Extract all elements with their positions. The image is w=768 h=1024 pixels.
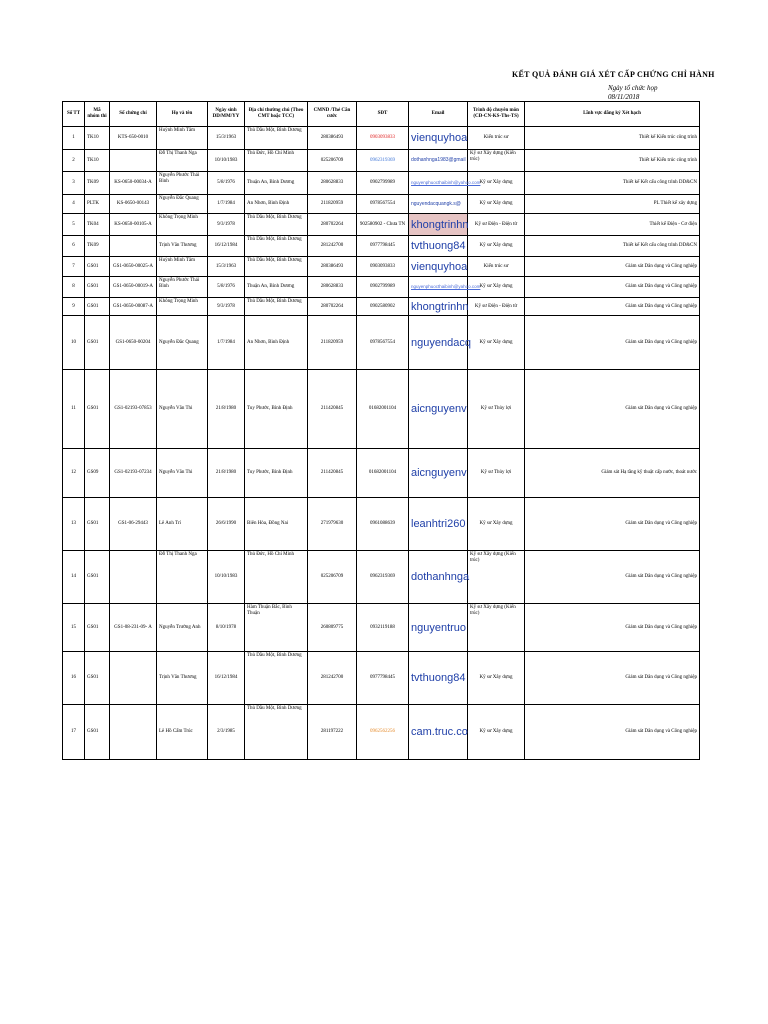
row-address: Thủ Dầu Một, Bình Dương bbox=[245, 257, 308, 277]
email-text[interactable]: tvthuong84 bbox=[411, 672, 466, 684]
row-email[interactable] bbox=[409, 498, 468, 551]
table-header-row bbox=[63, 102, 700, 127]
row-address: Thủ Dầu Một, Bình Dương bbox=[245, 298, 308, 316]
row-dob: 1/7/1984 bbox=[208, 316, 245, 370]
row-phone: 0902799989 bbox=[357, 172, 409, 195]
row-degree: Kỹ sư Xây dựng (Kiến trúc) bbox=[468, 604, 525, 652]
row-stt: 9 bbox=[63, 298, 85, 316]
row-degree: Kỹ sư Xây dựng bbox=[468, 705, 525, 760]
row-phone: 0902580902 bbox=[357, 298, 409, 316]
row-dob: 16/12/1984 bbox=[208, 652, 245, 705]
row-dob: 15/3/1963 bbox=[208, 257, 245, 277]
email-text[interactable]: tvthuong84 bbox=[411, 240, 466, 252]
row-email[interactable] bbox=[409, 214, 468, 236]
row-id: 280702264 bbox=[308, 214, 357, 236]
row-address: Thuận An, Bình Dương bbox=[245, 277, 308, 298]
row-id: 281242700 bbox=[308, 652, 357, 705]
row-email[interactable] bbox=[409, 127, 468, 150]
row-phone: 0961088639 bbox=[357, 498, 409, 551]
row-name: Đỗ Thị Thanh Nga bbox=[157, 551, 208, 604]
row-id: 280628833 bbox=[308, 277, 357, 298]
row-group: GS01 bbox=[85, 604, 110, 652]
header-group: Mã nhóm thi bbox=[85, 102, 110, 127]
row-email[interactable] bbox=[409, 298, 468, 316]
row-name: Trịnh Văn Thương bbox=[157, 236, 208, 257]
row-field: Giám sát Dân dụng và Công nghiệp bbox=[525, 277, 700, 298]
row-degree: Kỹ sư Xây dựng bbox=[468, 316, 525, 370]
row-dob: 9/3/1978 bbox=[208, 214, 245, 236]
row-address: Thủ Dầu Một, Bình Dương bbox=[245, 705, 308, 760]
row-stt: 14 bbox=[63, 551, 85, 604]
row-name: Nguyễn Đắc Quang bbox=[157, 195, 208, 214]
email-text[interactable]: dothanhnga1983@gmail bbox=[411, 157, 466, 163]
table-row bbox=[63, 498, 700, 551]
row-id: 211820959 bbox=[308, 195, 357, 214]
row-stt: 10 bbox=[63, 316, 85, 370]
table-row bbox=[63, 257, 700, 277]
header-field: Lĩnh vực đăng ký Xét hạch bbox=[525, 102, 700, 127]
row-field: Giám sát Dân dụng và Công nghiệp bbox=[525, 316, 700, 370]
row-name: Nguyễn Đắc Quang bbox=[157, 316, 208, 370]
row-field: Giám sát Dân dụng và Công nghiệp bbox=[525, 652, 700, 705]
row-cert: KTS-650-0010 bbox=[110, 127, 157, 150]
row-name: Nguyễn Văn Thi bbox=[157, 449, 208, 498]
row-phone: 902580902 - Chưa TN bbox=[357, 214, 409, 236]
table-row bbox=[63, 652, 700, 705]
row-cert bbox=[110, 705, 157, 760]
row-cert: GS1-0650-00025-A bbox=[110, 257, 157, 277]
email-text[interactable]: aicnguyenv bbox=[411, 403, 467, 415]
header-dob: Ngày sinh DD/MM/YY bbox=[208, 102, 245, 127]
email-text[interactable]: khongtrinhn bbox=[411, 300, 469, 313]
email-text[interactable]: dothanhnga bbox=[411, 571, 470, 583]
table-row bbox=[63, 236, 700, 257]
row-field: Giám sát Dân dụng và Công nghiệp bbox=[525, 705, 700, 760]
row-stt: 8 bbox=[63, 277, 85, 298]
row-id: 280386493 bbox=[308, 257, 357, 277]
row-degree: Kỹ sư Thủy lợi bbox=[468, 449, 525, 498]
row-name: Nguyễn Văn Thi bbox=[157, 370, 208, 449]
report-title: KẾT QUẢ ĐÁNH GIÁ XÉT CẤP CHỨNG CHỈ HÀNH bbox=[512, 70, 715, 79]
row-degree: Kỹ sư Xây dựng (Kiến trúc) bbox=[468, 150, 525, 172]
row-cert: GS1-06-29443 bbox=[110, 498, 157, 551]
meeting-date-label: Ngày tổ chức họp bbox=[608, 84, 658, 92]
row-email[interactable] bbox=[409, 195, 468, 214]
row-group: TK10 bbox=[85, 150, 110, 172]
row-address: Thủ Đức, Hồ Chí Minh bbox=[245, 551, 308, 604]
row-id: 211820959 bbox=[308, 316, 357, 370]
row-cert bbox=[110, 150, 157, 172]
table-row bbox=[63, 127, 700, 150]
row-group: TK09 bbox=[85, 236, 110, 257]
row-degree: Kỹ sư Xây dựng bbox=[468, 236, 525, 257]
row-email[interactable] bbox=[409, 236, 468, 257]
row-name: Nguyễn Trường Anh bbox=[157, 604, 208, 652]
row-degree: Kỹ sư Xây dựng bbox=[468, 195, 525, 214]
row-group: GS01 bbox=[85, 370, 110, 449]
row-id: 211420845 bbox=[308, 370, 357, 449]
row-dob: 9/3/1978 bbox=[208, 298, 245, 316]
row-phone: 01682001104 bbox=[357, 449, 409, 498]
row-email[interactable] bbox=[409, 316, 471, 370]
row-email[interactable] bbox=[409, 652, 468, 705]
email-text[interactable]: aicnguyenv bbox=[411, 467, 467, 479]
row-phone: 0962319369 bbox=[357, 551, 409, 604]
row-address: Thuận An, Bình Dương bbox=[245, 172, 308, 195]
row-group: GS09 bbox=[85, 449, 110, 498]
row-address: Biên Hòa, Đồng Nai bbox=[245, 498, 308, 551]
row-stt: 2 bbox=[63, 150, 85, 172]
email-text[interactable]: vienquyhoa bbox=[411, 132, 468, 144]
row-address: Hàm Thuận Bắc, Bình Thuận bbox=[245, 604, 308, 652]
row-dob: 10/10/1983 bbox=[208, 551, 245, 604]
row-name: Huỳnh Minh Tâm bbox=[157, 257, 208, 277]
row-degree: Kỹ sư Xây dựng bbox=[468, 498, 525, 551]
header-degree: Trình độ chuyên môn (CĐ-CN-KS-Ths-TS) bbox=[468, 102, 525, 127]
row-phone: 0903093833 bbox=[357, 257, 409, 277]
row-name: Huỳnh Minh Tâm bbox=[157, 127, 208, 150]
row-address: An Nhơn, Bình Định bbox=[245, 316, 308, 370]
row-address: Tuy Phước, Bình Định bbox=[245, 370, 308, 449]
row-degree: Kỹ sư Điện - Điện tử bbox=[468, 298, 525, 316]
row-address: Thủ Dầu Một, Bình Dương bbox=[245, 236, 308, 257]
row-email[interactable] bbox=[409, 449, 468, 498]
row-dob: 1/7/1984 bbox=[208, 195, 245, 214]
header-email: Email bbox=[409, 102, 468, 127]
row-email[interactable] bbox=[409, 551, 468, 604]
row-id: 281242700 bbox=[308, 236, 357, 257]
row-cert: KS-0650-00034-A bbox=[110, 172, 157, 195]
row-name: Nguyễn Phước Thái Bình bbox=[157, 172, 208, 195]
row-field: Thiết kế Kiến trúc công trình bbox=[525, 150, 700, 172]
table-row bbox=[63, 705, 700, 760]
row-dob: 16/12/1984 bbox=[208, 236, 245, 257]
email-text[interactable]: cam.truc.co bbox=[411, 726, 468, 738]
table-row bbox=[63, 298, 700, 316]
row-field: Giám sát Hạ tầng kỹ thuật cấp nước, thoát nước bbox=[525, 449, 700, 498]
table-row bbox=[63, 195, 700, 214]
row-email[interactable] bbox=[409, 370, 468, 449]
row-degree: Kỹ sư Điện - Điện tử bbox=[468, 214, 525, 236]
row-cert: GS1-02193-07853 bbox=[110, 370, 157, 449]
row-degree: Kỹ sư Xây dựng bbox=[468, 652, 525, 705]
row-stt: 3 bbox=[63, 172, 85, 195]
table-row bbox=[63, 316, 700, 370]
row-id: 281197222 bbox=[308, 705, 357, 760]
row-group: GS01 bbox=[85, 705, 110, 760]
row-name: Không Trọng Minh bbox=[157, 214, 208, 236]
row-phone: 0962562256 bbox=[357, 705, 409, 760]
table-row bbox=[63, 551, 700, 604]
row-email[interactable] bbox=[409, 172, 481, 195]
row-degree: Kiến trúc sư bbox=[468, 127, 525, 150]
row-id: 211420845 bbox=[308, 449, 357, 498]
row-dob: 2/3/1985 bbox=[208, 705, 245, 760]
row-email[interactable] bbox=[409, 705, 468, 760]
row-group: GS01 bbox=[85, 316, 110, 370]
email-text[interactable]: vienquyhoa bbox=[411, 260, 468, 273]
row-degree: Kỹ sư Xây dựng bbox=[468, 277, 525, 298]
row-group: GS01 bbox=[85, 298, 110, 316]
row-dob: 15/3/1963 bbox=[208, 127, 245, 150]
row-id: 280386493 bbox=[308, 127, 357, 150]
row-name: Lê Anh Trí bbox=[157, 498, 208, 551]
row-id: 025206709 bbox=[308, 551, 357, 604]
row-phone: 0902799989 bbox=[357, 277, 409, 298]
row-degree: Kỹ sư Thủy lợi bbox=[468, 370, 525, 449]
row-address: Thủ Dầu Một, Bình Dương bbox=[245, 214, 308, 236]
row-group: GS01 bbox=[85, 498, 110, 551]
row-name: Nguyễn Phước Thái Bình bbox=[157, 277, 208, 298]
table-row bbox=[63, 214, 700, 236]
header-phone: SĐT bbox=[357, 102, 409, 127]
row-field: Giám sát Dân dụng và Công nghiệp bbox=[525, 551, 700, 604]
header-cert: Số chứng chỉ bbox=[110, 102, 157, 127]
row-stt: 7 bbox=[63, 257, 85, 277]
row-phone: 0903093833 bbox=[357, 127, 409, 150]
row-degree: Kỹ sư Xây dựng bbox=[468, 172, 525, 195]
row-group: GS01 bbox=[85, 652, 110, 705]
row-dob: 26/6/1990 bbox=[208, 498, 245, 551]
row-stt: 15 bbox=[63, 604, 85, 652]
row-field: Giám sát Dân dụng và Công nghiệp bbox=[525, 298, 700, 316]
row-name: Đỗ Thị Thanh Nga bbox=[157, 150, 208, 172]
row-email[interactable] bbox=[409, 604, 468, 652]
row-field: PL Thiết kế xây dựng bbox=[525, 195, 700, 214]
email-text[interactable]: nguyenphuocthaibinh@yahoo.com bbox=[411, 283, 481, 289]
row-phone: 0978567554 bbox=[357, 195, 409, 214]
row-dob: 8/10/1978 bbox=[208, 604, 245, 652]
row-phone: 0977798445 bbox=[357, 236, 409, 257]
row-stt: 4 bbox=[63, 195, 85, 214]
row-email[interactable] bbox=[409, 257, 468, 277]
row-field: Giám sát Dân dụng và Công nghiệp bbox=[525, 498, 700, 551]
header-stt: Số TT bbox=[63, 102, 85, 127]
row-cert bbox=[110, 236, 157, 257]
row-cert: GS1-0650-00204 bbox=[110, 316, 157, 370]
table-row bbox=[63, 449, 700, 498]
row-id: 280702264 bbox=[308, 298, 357, 316]
row-stt: 5 bbox=[63, 214, 85, 236]
row-group: GS01 bbox=[85, 551, 110, 604]
header-address: Địa chỉ thường chú (Theo CMT hoặc TCC) bbox=[245, 102, 308, 127]
row-dob: 5/8/1976 bbox=[208, 172, 245, 195]
header-name: Họ và tên bbox=[157, 102, 208, 127]
email-text[interactable]: nguyendacquangk.s@ bbox=[411, 200, 461, 207]
row-email[interactable] bbox=[409, 150, 468, 172]
row-name: Trịnh Văn Thương bbox=[157, 652, 208, 705]
row-field: Giám sát Dân dụng và Công nghiệp bbox=[525, 604, 700, 652]
row-name: Không Trọng Minh bbox=[157, 298, 208, 316]
row-group: TK09 bbox=[85, 172, 110, 195]
row-group: GS01 bbox=[85, 257, 110, 277]
row-stt: 6 bbox=[63, 236, 85, 257]
row-id: 025206709 bbox=[308, 150, 357, 172]
row-phone: 0977798445 bbox=[357, 652, 409, 705]
row-cert: GS1-0650-00019-A bbox=[110, 277, 157, 298]
row-group: GS01 bbox=[85, 277, 110, 298]
row-field: Thiết kế Kết cấu công trình DD&CN bbox=[525, 172, 700, 195]
table-row bbox=[63, 370, 700, 449]
row-field: Giám sát Dân dụng và Công nghiệp bbox=[525, 370, 700, 449]
row-field: Giám sát Dân dụng và Công nghiệp bbox=[525, 257, 700, 277]
row-degree: Kiến trúc sư bbox=[468, 257, 525, 277]
row-stt: 11 bbox=[63, 370, 85, 449]
row-group: PLTK bbox=[85, 195, 110, 214]
row-address: Thủ Đức, Hồ Chí Minh bbox=[245, 150, 308, 172]
row-cert bbox=[110, 551, 157, 604]
row-cert: GS1-08-231-09- A bbox=[110, 604, 157, 652]
email-text[interactable]: nguyenphuocthaibinh@yahoo.com bbox=[411, 179, 481, 185]
row-cert: KS-0650-00143 bbox=[110, 195, 157, 214]
row-address: Tuy Phước, Bình Định bbox=[245, 449, 308, 498]
row-phone: 01682001104 bbox=[357, 370, 409, 449]
row-id: 271979630 bbox=[308, 498, 357, 551]
email-text[interactable]: nguyendacq bbox=[411, 336, 471, 349]
row-cert: KS-0650-00105-A bbox=[110, 214, 157, 236]
table-row bbox=[63, 277, 700, 298]
row-field: Thiết kế Kết cấu công trình DD&CN bbox=[525, 236, 700, 257]
row-id: 280628833 bbox=[308, 172, 357, 195]
row-field: Thiết kế Kiến trúc công trình bbox=[525, 127, 700, 150]
row-email[interactable] bbox=[409, 277, 481, 298]
row-phone: 0962319369 bbox=[357, 150, 409, 172]
row-address: An Nhơn, Bình Định bbox=[245, 195, 308, 214]
email-text[interactable]: nguyentruo bbox=[411, 621, 467, 634]
row-dob: 5/8/1976 bbox=[208, 277, 245, 298]
row-stt: 12 bbox=[63, 449, 85, 498]
row-dob: 21/8/1980 bbox=[208, 449, 245, 498]
row-dob: 21/8/1980 bbox=[208, 370, 245, 449]
row-phone: 0978567554 bbox=[357, 316, 409, 370]
meeting-date: 08/11/2018 bbox=[608, 93, 640, 101]
row-name: Lê Hồ Cẩm Trúc bbox=[157, 705, 208, 760]
row-address: Thủ Dầu Một, Bình Dương bbox=[245, 127, 308, 150]
row-dob: 10/10/1983 bbox=[208, 150, 245, 172]
row-cert: GS1-02193-07234 bbox=[110, 449, 157, 498]
table-row bbox=[63, 150, 700, 172]
row-degree: Kỹ sư Xây dựng (Kiến trúc) bbox=[468, 551, 525, 604]
row-group: TK10 bbox=[85, 127, 110, 150]
table-row bbox=[63, 172, 700, 195]
row-phone: 0932119188 bbox=[357, 604, 409, 652]
row-stt: 13 bbox=[63, 498, 85, 551]
row-cert: GS1-0650-00087-A bbox=[110, 298, 157, 316]
row-cert bbox=[110, 652, 157, 705]
email-text[interactable]: leanhtri260 bbox=[411, 518, 466, 530]
row-field: Thiết kế Điện - Cơ điện bbox=[525, 214, 700, 236]
table-row bbox=[63, 604, 700, 652]
row-group: TK04 bbox=[85, 214, 110, 236]
email-text[interactable]: khongtrinhn bbox=[411, 218, 469, 231]
row-address: Thủ Dầu Một, Bình Dương bbox=[245, 652, 308, 705]
row-stt: 16 bbox=[63, 652, 85, 705]
row-id: 260809775 bbox=[308, 604, 357, 652]
header-id: CMND /Thẻ Căn cước bbox=[308, 102, 357, 127]
results-table bbox=[62, 101, 700, 760]
row-stt: 17 bbox=[63, 705, 85, 760]
row-stt: 1 bbox=[63, 127, 85, 150]
